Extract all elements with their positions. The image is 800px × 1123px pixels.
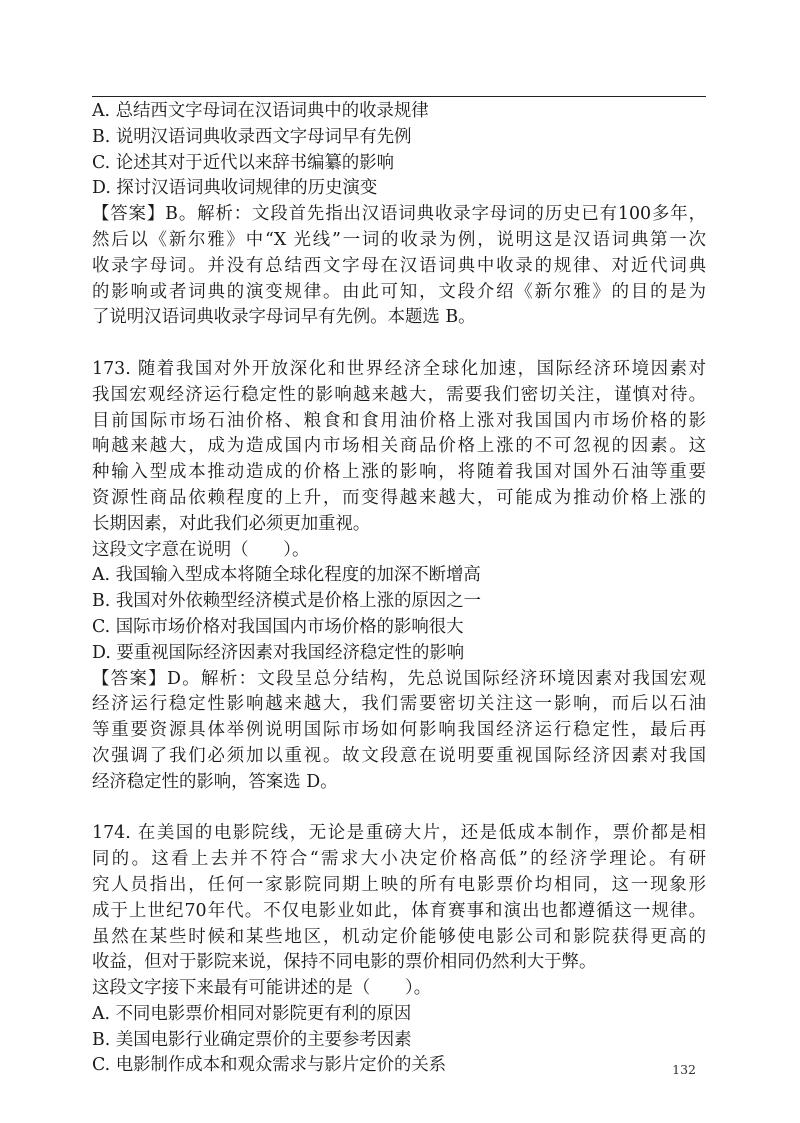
q172-answer-line: 收录字母词。并没有总结西文字母在汉语词典中收录的规律、对近代词典 bbox=[92, 255, 706, 276]
q174-stem-line: 收益，但对于影院来说，保持不同电影的票价相同仍然利大于弊。 bbox=[92, 952, 597, 973]
q173-option-d: D. 要重视国际经济因素对我国经济稳定性的影响 bbox=[92, 642, 465, 663]
q174-question: 这段文字接下来最有可能讲述的是（ ）。 bbox=[92, 978, 432, 999]
q173-stem-line: 我国宏观经济运行稳定性的影响越来越大，需要我们密切关注，谨慎对待。 bbox=[92, 384, 706, 405]
q173-stem-line: 资源性商品依赖程度的上升，而变得越来越大，可能成为推动价格上涨的 bbox=[92, 487, 706, 508]
q173-question: 这段文字意在说明（ ）。 bbox=[92, 539, 310, 560]
q173-answer-line: 次强调了我们必须加以重视。故文段意在说明要重视国际经济因素对我国 bbox=[92, 745, 706, 766]
q172-answer-line: 的影响或者词典的演变规律。由此可知，文段介绍《新尔雅》的目的是为 bbox=[92, 281, 706, 302]
q172-option-a: A. 总结西文字母词在汉语词典中的收录规律 bbox=[92, 101, 429, 121]
q174-stem-line: 成于上世纪70年代。不仅电影业如此，体育赛事和演出也都遵循这一规律。 bbox=[92, 900, 706, 921]
q174-option-a: A. 不同电影票价相同对影院更有利的原因 bbox=[92, 1003, 412, 1024]
page-content bbox=[92, 99, 706, 1079]
q174-option-c: C. 电影制作成本和观众需求与影片定价的关系 bbox=[92, 1055, 447, 1076]
paragraph-gap bbox=[92, 331, 706, 357]
q173-answer-line: 等重要资源具体举例说明国际市场如何影响我国经济运行稳定性，最后再 bbox=[92, 720, 706, 741]
q173-options bbox=[92, 563, 706, 666]
q173-option-c: C. 国际市场价格对我国国内市场价格的影响很大 bbox=[92, 616, 464, 637]
top-rule bbox=[92, 96, 706, 97]
q172-option-b: B. 说明汉语词典收录西文字母词早有先例 bbox=[92, 126, 412, 147]
q172-options bbox=[92, 99, 706, 202]
q172-answer-line: 了说明汉语词典收录字母词早有先例。本题选 B。 bbox=[92, 307, 476, 328]
q173-answer-line: 经济稳定性的影响，答案选 D。 bbox=[92, 771, 338, 792]
q173-stem-line: 长期因素，对此我们必须更加重视。 bbox=[92, 513, 371, 534]
q173-stem-line: 目前国际市场石油价格、粮食和食用油价格上涨对我国国内市场价格的影 bbox=[92, 410, 706, 431]
q174-option-b: B. 美国电影行业确定票价的主要参考因素 bbox=[92, 1029, 412, 1050]
q174-stem-line: 174. 在美国的电影院线，无论是重磅大片，还是低成本制作，票价都是相 bbox=[92, 823, 706, 844]
q172-option-c: C. 论述其对于近代以来辞书编纂的影响 bbox=[92, 152, 394, 173]
q173-stem-line: 种输入型成本推动造成的价格上涨的影响，将随着我国对国外石油等重要 bbox=[92, 462, 706, 483]
q174-stem-line: 同的。这看上去并不符合“需求大小决定价格高低”的经济学理论。有研 bbox=[92, 849, 706, 870]
q173-stem bbox=[92, 357, 706, 538]
q174-options bbox=[92, 1002, 706, 1079]
q173-answer bbox=[92, 667, 706, 796]
q174-stem-line: 虽然在某些时候和某些地区，机动定价能够使电影公司和影院获得更高的 bbox=[92, 926, 706, 947]
q173-answer-line: 【答案】D。解析：文段呈总分结构，先总说国际经济环境因素对我国宏观 bbox=[92, 668, 706, 689]
q174-stem-line: 究人员指出，任何一家影院同期上映的所有电影票价均相同，这一现象形 bbox=[92, 874, 706, 895]
q174-stem bbox=[92, 821, 706, 976]
paragraph-gap bbox=[92, 796, 706, 822]
q172-option-d: D. 探讨汉语词典收词规律的历史演变 bbox=[92, 178, 378, 199]
q173-answer-line: 经济运行稳定性影响越来越大，我们需要密切关注这一影响，而后以石油 bbox=[92, 694, 706, 715]
q172-answer-line: 然后以《新尔雅》中“X 光线”一词的收录为例，说明这是汉语词典第一次 bbox=[92, 229, 706, 250]
q173-stem-line: 173. 随着我国对外开放深化和世界经济全球化加速，国际经济环境因素对 bbox=[92, 358, 706, 379]
q173-stem-line: 响越来越大，成为造成国内市场相关商品价格上涨的不可忽视的因素。这 bbox=[92, 436, 706, 457]
q172-answer bbox=[92, 202, 706, 331]
page-number: 132 bbox=[672, 1062, 696, 1077]
q173-option-b: B. 我国对外依赖型经济模式是价格上涨的原因之一 bbox=[92, 591, 482, 612]
q173-option-a: A. 我国输入型成本将随全球化程度的加深不断增高 bbox=[92, 565, 481, 586]
q172-answer-line: 【答案】B。解析：文段首先指出汉语词典收录字母词的历史已有100多年， bbox=[92, 204, 706, 225]
